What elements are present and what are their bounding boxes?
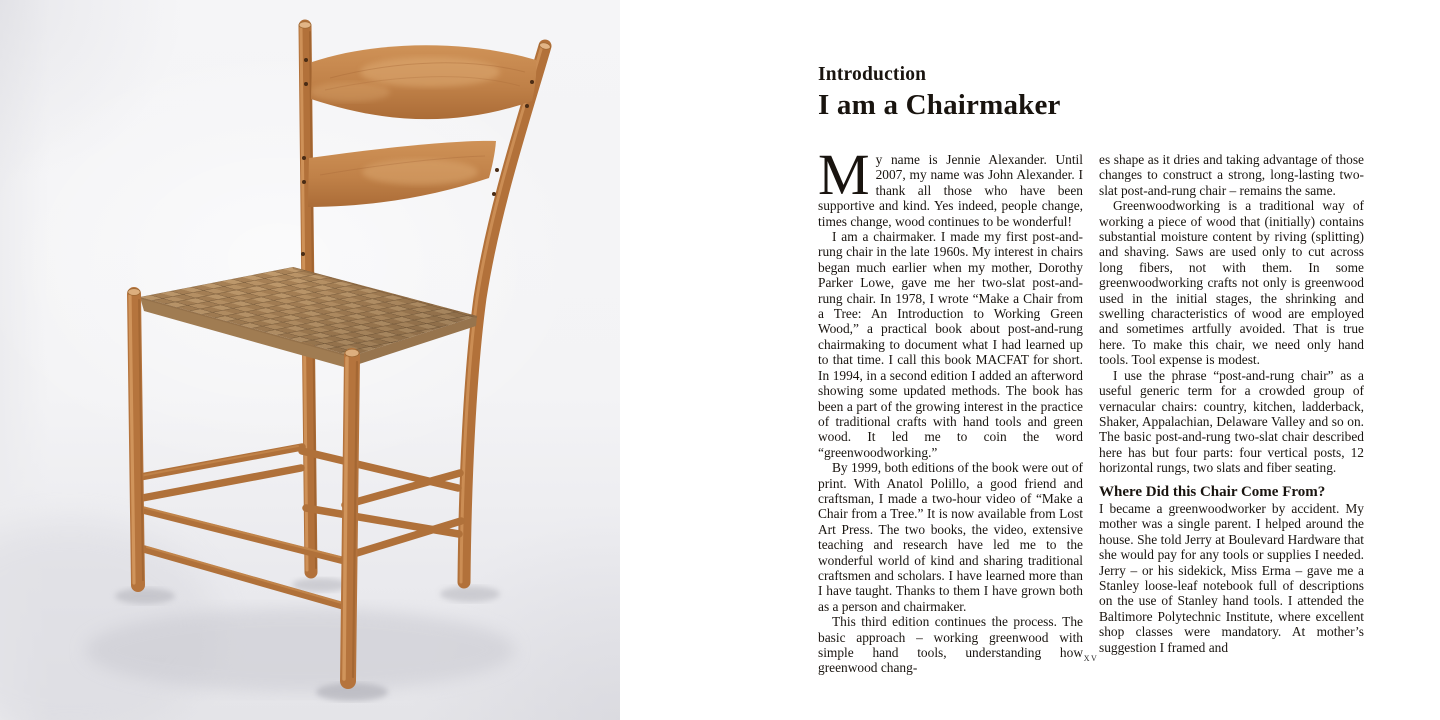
- floor-shadows: [0, 520, 515, 720]
- body-paragraph: Greenwoodworking is a traditional way of working a piece of wood that (initially) contains substantial moisture content by riving (splitting) and shaving. Saws are used only to cut across long fibers, not with them. In some greenwoodworking crafts not only is greenwood used in the initial stages, the shrinking and swelling characteristics of wood are employed and sometimes artfully avoided. That is true here. To make this chair, we need only hand tools. Tool expense is modest.: [1099, 198, 1364, 368]
- chair-seat: [140, 267, 477, 369]
- body-paragraph: es shape as it dries and taking advantage of those changes to construct a strong, long-lasting two-slat post-and-rung chair – remains the same.: [1099, 152, 1364, 198]
- body-paragraph: I use the phrase “post-and-rung chair” as a useful generic term for a crowded group of vernacular chairs: country, kitchen, ladderback, Shaker, Appalachian, Delaware Valley and so on. The basic post-and-rung two-slat chair described here has but four parts: four vertical posts, 12 horizontal rungs, two slats and fiber seating.: [1099, 367, 1364, 476]
- body-paragraph: [818, 142, 1083, 229]
- body-paragraph: I became a greenwoodworker by accident. My mother was a single parent. I helped around the house. She told Jerry at Boulevard Hardware that she would pay for any tools or supplies I needed. Jerry – or his sidekick, Miss Erma – gave me a Stanley loose-leaf notebook full of descriptions on the use of Stanley hand tools. I attended the Baltimore Polytechnic Institute, where excellent shop classes were mandatory. At mother’s suggestion I framed and: [1099, 500, 1364, 655]
- text-columns: [818, 142, 1364, 676]
- subheading: Where Did this Chair Come From?: [1099, 483, 1326, 500]
- page-title: I am a Chairmaker: [818, 89, 1061, 121]
- page-number: xv: [1083, 652, 1099, 664]
- paragraph-text: y name is Jennie Alexander. Until 2007, my name was John Alexander. I thank all those who have been supportive and kind. Yes indeed, people change, times change, wood continues to be wonderful!: [818, 152, 1083, 229]
- photo-panel: [0, 0, 620, 720]
- drop-cap: M: [818, 142, 870, 207]
- chair-back-slats: [301, 45, 536, 280]
- body-paragraph: This third edition continues the process. The basic approach – working greenwood with simple hand tools, understanding how greenwood chang-: [818, 614, 1083, 676]
- article: [818, 64, 1364, 676]
- chair-photo: [0, 0, 620, 720]
- section-kicker: Introduction: [818, 64, 927, 85]
- column-right: [1099, 152, 1364, 676]
- column-left: [818, 142, 1083, 676]
- body-paragraph: I am a chairmaker. I made my first post-and-rung chair in the late 1960s. My interest in chairs began much earlier when my mother, Dorothy Parker Lowe, gave me her two-slat post-and-rung chair. In 1978, I wrote “Make a Chair from a Tree: An Introduction to Working Green Wood,” a practical book about post-and-rung chairmaking to document what I had learned up to that time. I call this book MACFAT for short. In 1994, in a second edition I added an afterword showing some updated methods. The book has been a part of the growing interest in the practice of traditional crafts with hand tools and green wood. It led me to coin the word “greenwoodworking.”: [818, 229, 1083, 460]
- body-paragraph: By 1999, both editions of the book were out of print. With Anatol Polillo, a good friend and craftsman, I made a two-hour video of “Make a Chair from a Tree.” It is now available from Lost Art Press. The two books, the video, extensive teaching and research have led me to the wonderful world of kind and sharing traditional craftsmen and scholars. I have learned more than I have taught. Thanks to them I have grown both as a person and chairmaker.: [818, 460, 1083, 614]
